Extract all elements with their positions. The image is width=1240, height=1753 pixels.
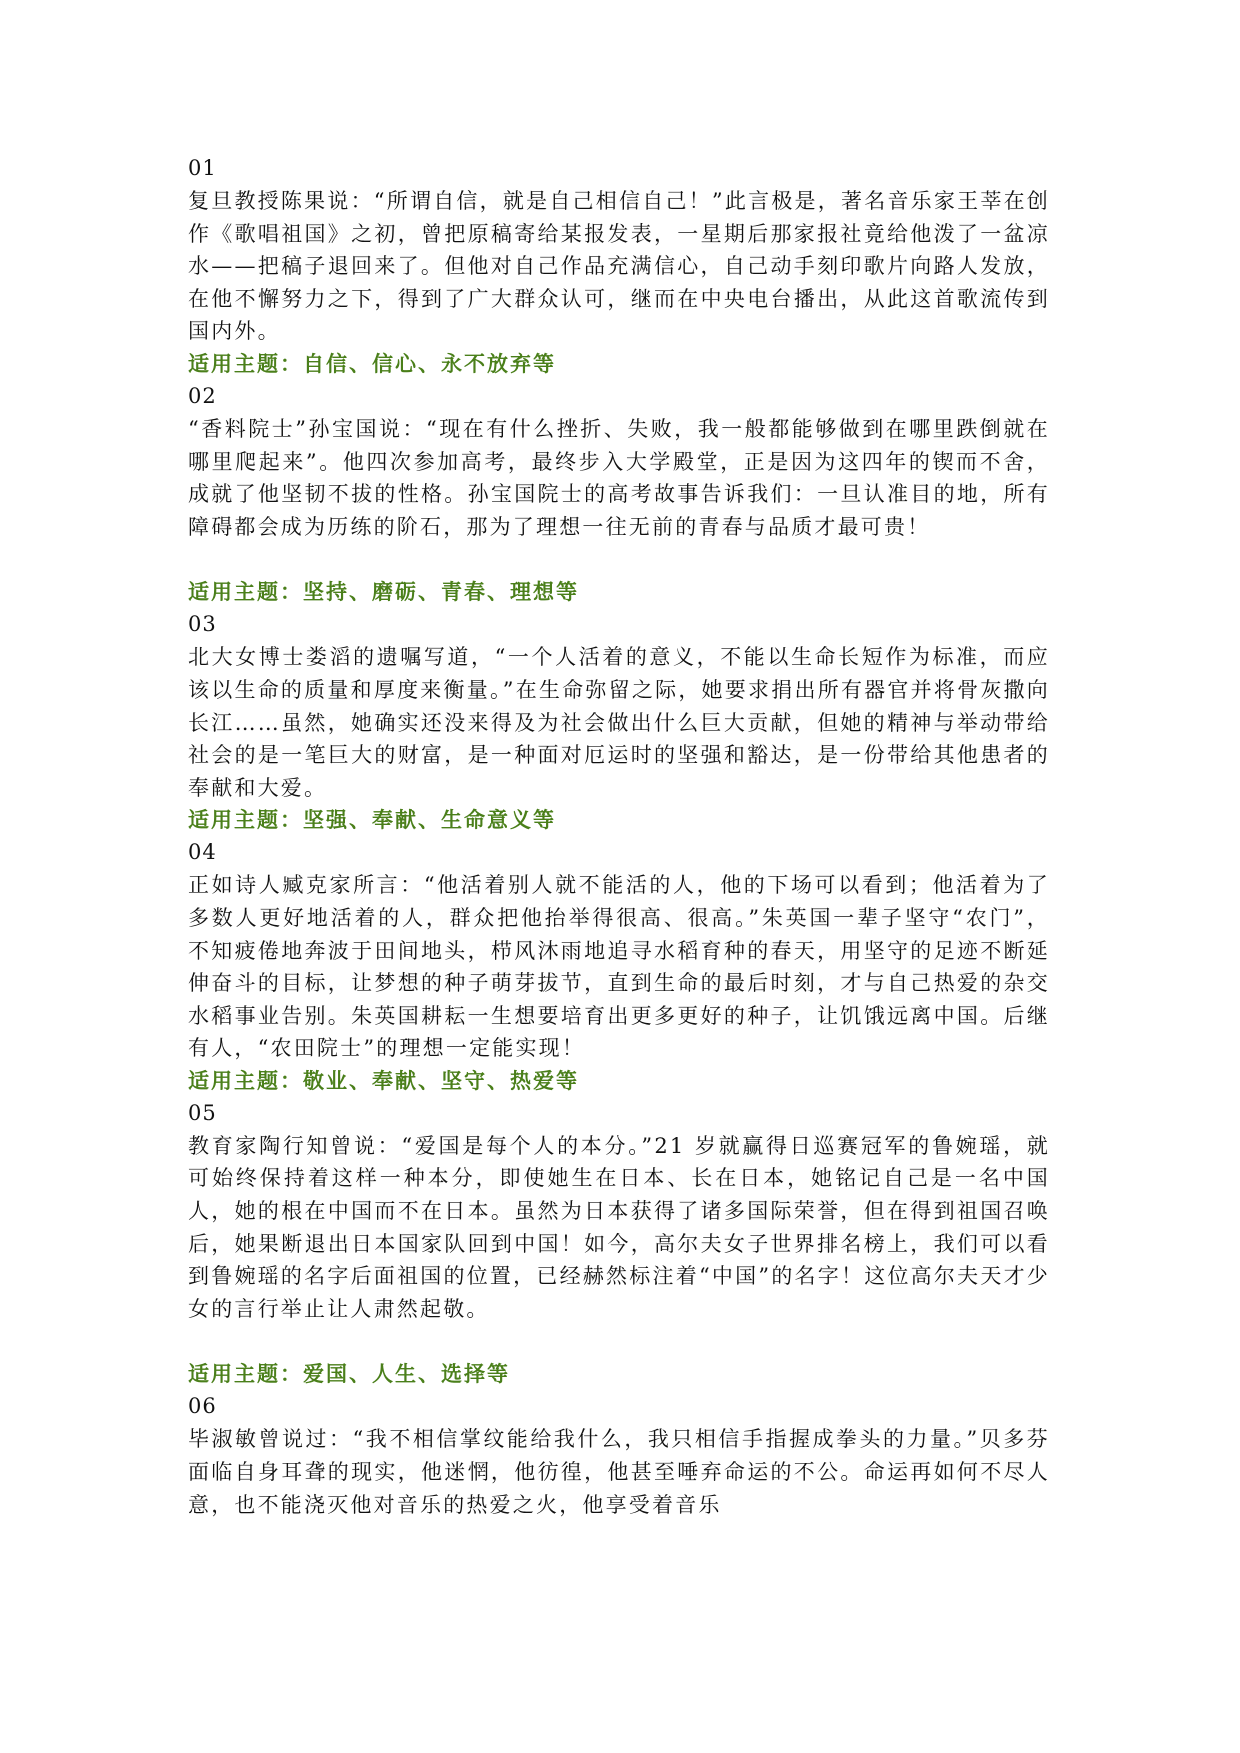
section-number: 01: [188, 156, 217, 180]
section-paragraph: “香料院士”孙宝国说：“现在有什么挫折、失败，我一般都能够做到在哪里跌倒就在哪里爬起来”。他四次参加高考，最终步入大学殿堂，正是因为这四年的锲而不舍，成就了他坚韧不拔的性格。孙宝国院士的高考故事告诉我们：一旦认准目的地，所有障碍都会成为历练的阶石，那为了理想一往无前的青春与品质才最可贵！: [188, 416, 1050, 539]
section-number: 06: [188, 1394, 217, 1419]
section-04: [188, 836, 1050, 1097]
section-01: [188, 152, 1050, 380]
section-03: [188, 608, 1050, 836]
section-paragraph: 教育家陶行知曾说：“爱国是每个人的本分。”21 岁就赢得日巡赛冠军的鲁婉瑶，就可始终保持着这样一种本分，即使她生在日本、长在日本，她铭记自己是一名中国人，她的根在中国而不在日本。虽然为日本获得了诸多国际荣誉，但在得到祖国召唤后，她果断退出日本国家队回到中国！如今，高尔夫女子世界排名榜上，我们可以看到鲁婉瑶的名字后面祖国的位置，已经赫然标注着“中国”的名字！这位高尔夫天才少女的言行举止让人肃然起敬。: [188, 1133, 1050, 1321]
blank-line: [188, 1325, 1050, 1358]
document-page: [188, 152, 1050, 1521]
theme-label: 适用主题：坚强、奉献、生命意义等: [188, 808, 556, 833]
section-paragraph: 毕淑敏曾说过：“我不相信掌纹能给我什么，我只相信手指握成拳头的力量。”贝多芬面临自身耳聋的现实，他迷惘，他彷徨，他甚至唾弃命运的不公。命运再如何不尽人意，也不能浇灭他对音乐的热爱之火，他享受着音乐: [188, 1427, 1050, 1517]
section-number: 05: [188, 1100, 217, 1125]
section-paragraph: 北大女博士娄滔的遗嘱写道，“一个人活着的意义，不能以生命长短作为标准，而应该以生命的质量和厚度来衡量。”在生命弥留之际，她要求捐出所有器官并将骨灰撒向长江……虽然，她确实还没来得及为社会做出什么巨大贡献，但她的精神与举动带给社会的是一笔巨大的财富，是一种面对厄运时的坚强和豁达，是一份带给其他患者的奉献和大爱。: [188, 645, 1050, 800]
section-06: [188, 1390, 1050, 1521]
section-02: [188, 380, 1050, 608]
section-number: 04: [188, 840, 217, 865]
section-05: [188, 1097, 1050, 1391]
blank-line: [188, 543, 1050, 576]
section-number: 02: [188, 383, 217, 408]
theme-label: 适用主题：爱国、人生、选择等: [188, 1362, 510, 1387]
section-paragraph: 复旦教授陈果说：“所谓自信，就是自己相信自己！”此言极是，著名音乐家王莘在创作《歌唱祖国》之初，曾把原稿寄给某报发表，一星期后那家报社竟给他泼了一盆凉水——把稿子退回来了。但他对自己作品充满信心，自己动手刻印歌片向路人发放，在他不懈努力之下，得到了广大群众认可，继而在中央电台播出，从此这首歌流传到国内外。: [188, 189, 1050, 344]
theme-label: 适用主题：自信、信心、永不放弃等: [188, 351, 556, 376]
section-number: 03: [188, 612, 217, 637]
theme-label: 适用主题：坚持、磨砺、青春、理想等: [188, 580, 579, 605]
section-paragraph: 正如诗人臧克家所言：“他活着别人就不能活的人，他的下场可以看到；他活着为了多数人更好地活着的人，群众把他抬举得很高、很高。”朱英国一辈子坚守“农门”，不知疲倦地奔波于田间地头，栉风沐雨地追寻水稻育种的春天，用坚守的足迹不断延伸奋斗的目标，让梦想的种子萌芽拔节，直到生命的最后时刻，才与自己热爱的杂交水稻事业告别。朱英国耕耘一生想要培育出更多更好的种子，让饥饿远离中国。后继有人，“农田院士”的理想一定能实现！: [188, 873, 1050, 1061]
theme-label: 适用主题：敬业、奉献、坚守、热爱等: [188, 1068, 579, 1093]
